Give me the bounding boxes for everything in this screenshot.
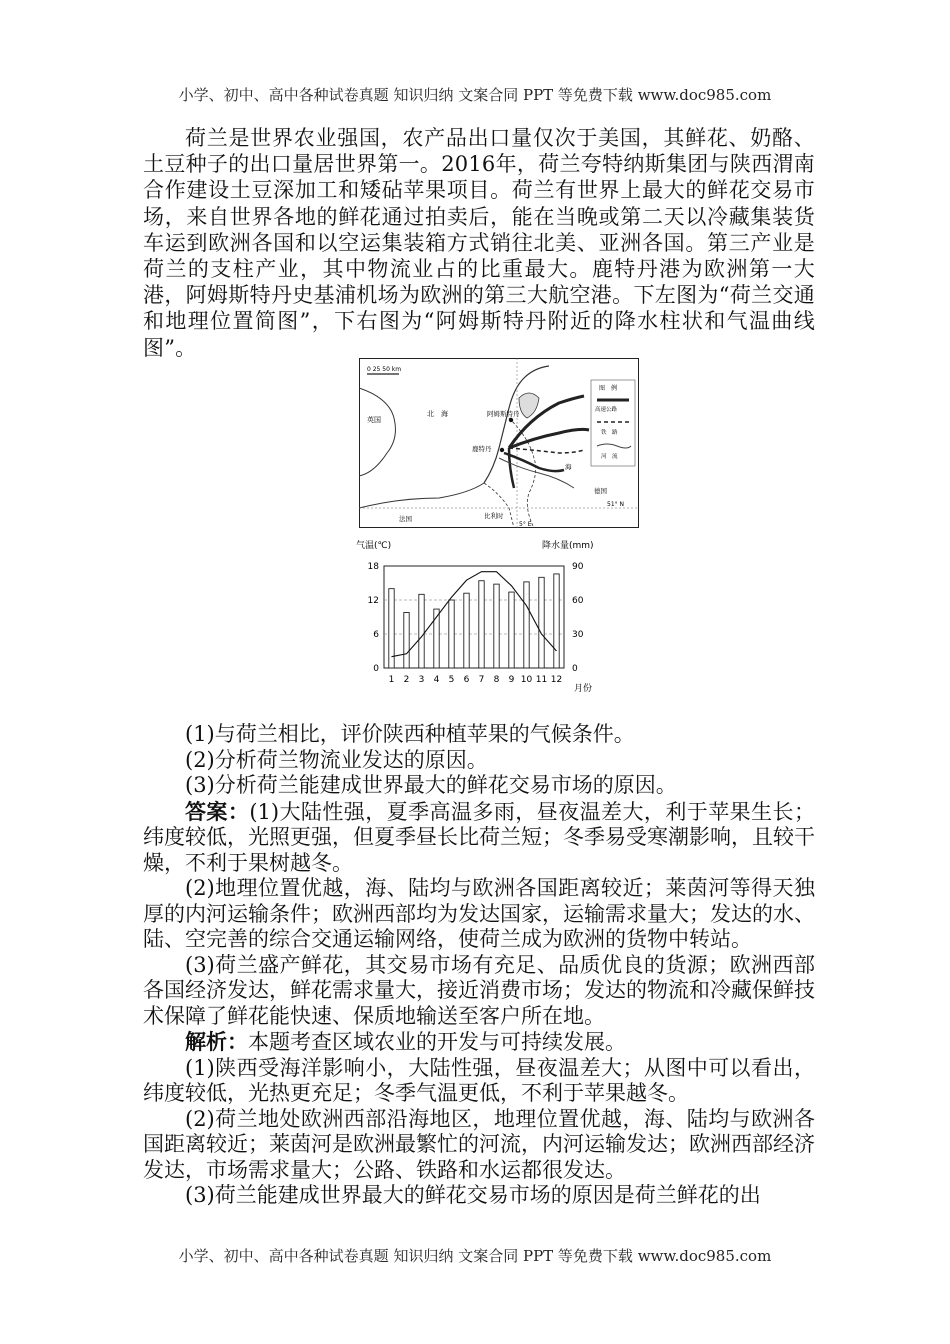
answer-3: (3)荷兰盛产鲜花，其交易市场有充足、品质优良的货源；欧洲西部各国经济发达，鲜花需求量大，接近消费市场；发达的物流和冷藏保鲜技术保障了鲜花能快速、保质地输送至客户所在地。 <box>143 952 815 1028</box>
legend-rail-label: 铁 路 <box>601 430 618 436</box>
analysis-3: (3)荷兰能建成世界最大的鲜花交易市场的原因是荷兰鲜花的出 <box>185 1183 761 1207</box>
precipitation-bar <box>494 584 499 668</box>
month-tick-label: 12 <box>550 675 563 685</box>
precipitation-bar <box>554 574 559 668</box>
analysis-label: 解析： <box>185 1029 248 1054</box>
latitude-label: 51° N <box>607 501 625 508</box>
climate-chart <box>356 538 626 698</box>
month-tick-label: 4 <box>433 675 440 685</box>
amsterdam-marker <box>509 418 513 422</box>
analysis-1: (1)陕西受海洋影响小，大陆性强，昼夜温差大；从图中可以看出，纬度较低，光热更充足；冬季气温更低，不利于苹果越冬。 <box>143 1055 815 1105</box>
month-tick-label: 9 <box>508 675 515 685</box>
question-1: (1)与荷兰相比，评价陕西种植苹果的气候条件。 <box>185 722 635 746</box>
temperature-curve <box>392 572 557 657</box>
amsterdam-label: 阿姆斯特丹 <box>487 410 520 418</box>
legend-highway-label: 高速公路 <box>595 407 618 413</box>
question-2: (2)分析荷兰物流业发达的原因。 <box>185 747 488 772</box>
page-header: 小学、初中、高中各种试卷真题 知识归纳 文案合同 PPT 等免费下载 www.doc985.com <box>178 86 772 104</box>
precipitation-tick-label: 30 <box>572 630 584 640</box>
scale-label: 0 25 50 km <box>367 366 402 373</box>
precipitation-bar <box>419 594 424 668</box>
intro-section <box>143 125 815 361</box>
answer-1-paragraph <box>143 799 815 877</box>
uk-label: 英国 <box>367 416 381 424</box>
analysis-intro: 本题考查区域农业的开发与可持续发展。 <box>248 1030 626 1054</box>
precipitation-bar <box>479 581 484 668</box>
answer-2: (2)地理位置优越，海、陆均与欧洲各国距离较近；莱茵河等得天独厚的内河运输条件；欧洲西部均为发达国家，运输需求量大；发达的水、陆、空完善的综合交通运输网络，使荷兰成为欧洲的货物中转站。 <box>143 876 815 951</box>
question-3: (3)分析荷兰能建成世界最大的鲜花交易市场的原因。 <box>185 773 677 797</box>
temperature-tick-label: 18 <box>367 562 379 572</box>
precipitation-bar <box>464 593 469 668</box>
month-tick-label: 8 <box>493 675 500 685</box>
month-tick-label: 11 <box>535 675 548 685</box>
longitude-label: 5° E <box>519 521 532 528</box>
month-tick-label: 1 <box>388 675 395 685</box>
answer-label: 答案： <box>185 798 250 824</box>
netherlands-transport-map <box>359 358 639 528</box>
page-footer: 小学、初中、高中各种试卷真题 知识归纳 文案合同 PPT 等免费下载 www.doc985.com <box>178 1247 772 1265</box>
sea-label: 海 <box>565 463 572 471</box>
plot-frame <box>384 566 564 668</box>
temperature-axis-title: 气温(℃) <box>356 541 392 551</box>
rotterdam-label: 鹿特丹 <box>472 445 492 453</box>
belgium-label: 比利时 <box>484 512 504 520</box>
legend-title: 图 例 <box>599 385 618 392</box>
precipitation-bar <box>539 577 544 668</box>
precipitation-tick-label: 90 <box>572 562 584 572</box>
precipitation-tick-label: 60 <box>572 596 584 606</box>
legend-river-label: 河 流 <box>601 454 618 460</box>
temperature-tick-label: 0 <box>373 664 379 674</box>
precipitation-bar <box>449 600 454 668</box>
precipitation-bar <box>509 592 514 668</box>
north-sea-label: 北 海 <box>427 410 448 418</box>
temperature-tick-label: 12 <box>367 596 379 606</box>
month-tick-label: 3 <box>418 675 425 685</box>
analysis-intro-paragraph <box>143 1029 815 1056</box>
month-tick-label: 5 <box>448 675 455 685</box>
month-tick-label: 10 <box>520 675 533 685</box>
analysis-2: (2)荷兰地处欧洲西部沿海地区，地理位置优越，海、陆均与欧洲各国距离较近；莱茵河是欧洲最繁忙的河流，内河运输发达；欧洲西部经济发达，市场需求量大；公路、铁路和水运都很发达。 <box>143 1106 815 1182</box>
precipitation-bar <box>404 612 409 668</box>
questions-answers <box>143 722 815 1209</box>
temperature-tick-label: 6 <box>373 630 379 640</box>
month-tick-label: 6 <box>463 675 470 685</box>
germany-label: 德国 <box>594 487 607 495</box>
precipitation-tick-label: 0 <box>572 664 578 674</box>
answer-1: (1)大陆性强，夏季高温多雨，昼夜温差大，利于苹果生长；纬度较低，光照更强，但夏季昼长比荷兰短；冬季易受寒潮影响，且较干燥，不利于果树越冬。 <box>143 799 815 875</box>
precipitation-bar <box>524 582 529 668</box>
intro-paragraph: 荷兰是世界农业强国，农产品出口量仅次于美国，其鲜花、奶酪、土豆种子的出口量居世界第一。2016年，荷兰夸特纳斯集团与陕西渭南合作建设土豆深加工和矮砧苹果项目。荷兰有世界上最大的鲜花交易市场，来自世界各地的鲜花通过拍卖后，能在当晚或第二天以冷藏集装货车运到欧洲各国和以空运集装箱方式销往北美、亚洲各国。第三产业是荷兰的支柱产业，其中物流业占的比重最大。鹿特丹港为欧洲第一大港，阿姆斯特丹史基浦机场为欧洲的第三大航空港。下左图为“荷兰交通和地理位置简图”，下右图为“阿姆斯特丹附近的降水柱状和气温曲线图”。 <box>143 126 815 360</box>
map-legend <box>591 380 635 466</box>
month-tick-label: 7 <box>478 675 485 685</box>
france-label: 法国 <box>399 515 412 523</box>
month-tick-label: 2 <box>403 675 410 685</box>
precipitation-axis-title: 降水量(mm) <box>542 541 594 551</box>
rotterdam-marker <box>500 448 504 452</box>
month-axis-title: 月份 <box>574 684 593 694</box>
